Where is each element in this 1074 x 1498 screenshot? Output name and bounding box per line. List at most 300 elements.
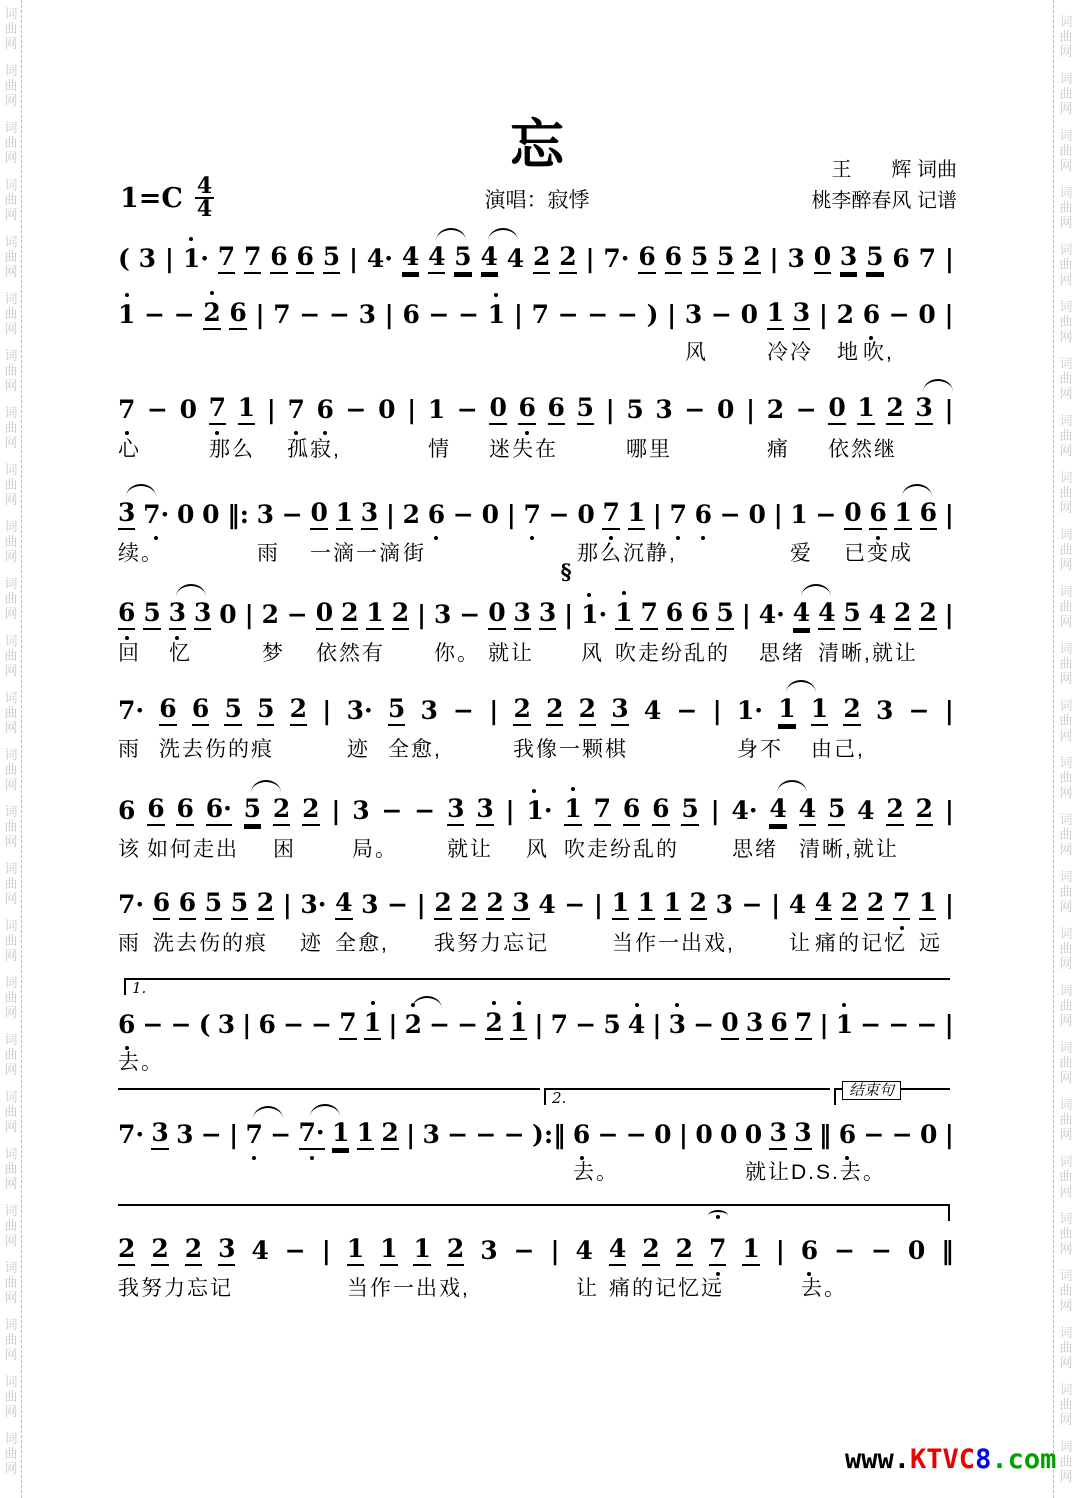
- lyric-segment: 清晰,就让: [799, 838, 899, 861]
- music-system-2: [0, 294, 1074, 364]
- note-token: 1: [836, 1010, 853, 1040]
- slur-arc: [786, 680, 816, 693]
- symbol-token: −: [513, 1236, 535, 1265]
- note-token: 3: [669, 1010, 686, 1040]
- lyric-segment: 哪里: [626, 438, 672, 461]
- barline: |: [944, 796, 954, 825]
- note-token: 3: [915, 393, 932, 425]
- note-token: 4: [868, 600, 887, 629]
- barline: |: [322, 696, 332, 725]
- watermark-text: 词 曲 网: [4, 120, 18, 165]
- note-token: 2: [485, 1008, 502, 1040]
- note-token: 6: [118, 796, 136, 825]
- note-token: 2: [642, 1234, 659, 1266]
- lyric-segment: 身不: [737, 738, 783, 761]
- lyric-segment: 痛的记忆远: [609, 1277, 724, 1300]
- footer-logo-segment: www.: [845, 1444, 911, 1475]
- note-token: 2: [559, 242, 576, 274]
- note-token: 0: [378, 395, 396, 424]
- slur-arc: [310, 1104, 340, 1117]
- note-token: 3: [361, 498, 378, 530]
- note-token: 1: [767, 298, 784, 330]
- segno-icon: §: [560, 559, 572, 584]
- lyric-segment: 迷失在: [489, 438, 558, 461]
- note-token: 5: [143, 598, 160, 630]
- note-token: 7·: [143, 500, 169, 530]
- lyric-segment: 就让: [488, 642, 534, 665]
- footer-logo-segment: .com: [991, 1444, 1057, 1475]
- barline: |: [229, 1120, 239, 1149]
- watermark-text: 词 曲 网: [4, 348, 18, 393]
- symbol-token: −: [575, 1010, 597, 1039]
- lyric-segment: 吹走纷乱的: [615, 642, 730, 665]
- note-token: 3: [512, 888, 529, 920]
- note-token: 1: [778, 694, 795, 726]
- lyric-segment: 梦: [262, 642, 285, 665]
- symbol-token: −: [891, 1120, 913, 1149]
- lyric-segment: 吹,: [863, 341, 894, 364]
- note-token: 6: [695, 500, 712, 530]
- watermark-text: 词 曲 网: [4, 918, 18, 963]
- note-token: 4: [799, 794, 816, 826]
- notation-row: [118, 884, 954, 920]
- note-token: 5: [224, 694, 241, 726]
- note-token: 2: [447, 1234, 464, 1266]
- volta-bracket: [124, 978, 950, 995]
- symbol-token: −: [270, 1120, 292, 1149]
- octave-dot-below: [701, 536, 705, 540]
- lyric-segment: 你。: [434, 642, 480, 665]
- note-token: 0: [577, 500, 595, 529]
- note-token: 3: [358, 300, 376, 329]
- symbol-token: ): [646, 300, 659, 329]
- note-token: 1: [628, 498, 645, 530]
- note-token: 2: [392, 598, 409, 630]
- symbol-token: −: [170, 1010, 192, 1039]
- lyric-segment: 我努力忘记: [118, 1277, 233, 1300]
- symbol-token: −: [200, 1120, 222, 1149]
- note-token: 6: [623, 794, 640, 826]
- lyric-segment: 该: [118, 838, 141, 861]
- volta-label: 1.: [132, 979, 147, 997]
- note-token: 0: [695, 1120, 713, 1149]
- note-token: 2: [381, 1118, 398, 1150]
- lyric-segment: 冷冷: [767, 341, 813, 364]
- note-token: 1: [564, 794, 581, 826]
- symbol-token: −: [345, 395, 367, 424]
- note-token: 4·: [366, 244, 393, 273]
- barline: |: [944, 696, 954, 725]
- notation-row: [118, 494, 954, 530]
- lyric-segment: 忆: [169, 642, 192, 665]
- note-token: 2: [151, 1234, 168, 1266]
- volta-label: 2.: [552, 1089, 567, 1107]
- note-token: 4·: [758, 600, 785, 629]
- symbol-token: −: [625, 1120, 647, 1149]
- volta-bracket: [834, 1081, 950, 1105]
- symbol-token: −: [741, 890, 763, 919]
- slur-arc: [488, 228, 518, 241]
- slur-arc: [923, 379, 953, 392]
- note-token: 3: [875, 696, 894, 725]
- watermark-text: 词 曲 网: [1059, 641, 1073, 686]
- note-token: 0: [721, 1008, 738, 1040]
- notation-row: [118, 559, 954, 630]
- lyric-segment: 局。: [352, 838, 398, 861]
- lyric-segment: 回: [118, 642, 141, 665]
- symbol-token: −: [834, 1236, 856, 1265]
- lyric-segment: 爱: [790, 542, 813, 565]
- lyric-segment: 就让D.S.去。: [745, 1161, 886, 1184]
- symbol-token: −: [283, 1010, 305, 1039]
- lyric-segment: 让: [789, 932, 812, 955]
- note-token: 5: [454, 242, 471, 274]
- barline: |: [416, 890, 426, 919]
- barline: |: [348, 244, 359, 273]
- watermark-text: 词 曲 网: [1059, 926, 1073, 971]
- note-token: 6: [179, 888, 196, 920]
- note-token: 6: [920, 498, 937, 530]
- note-token: 3: [655, 395, 673, 424]
- symbol-token: −: [456, 395, 478, 424]
- symbol-token: −: [597, 1120, 619, 1149]
- lyric-segment: 那么沉静,: [577, 542, 677, 565]
- symbol-token: −: [564, 890, 586, 919]
- note-token: 2: [533, 242, 550, 274]
- barline: |: [593, 890, 604, 919]
- note-token: 0: [814, 242, 831, 274]
- lyric-segment: 我努力忘记: [434, 932, 549, 955]
- note-token: 3: [715, 890, 734, 919]
- note-token: 7: [339, 1008, 356, 1040]
- note-token: 1: [427, 395, 446, 424]
- note-token: 4: [428, 242, 445, 274]
- watermark-text: 词 曲 网: [1059, 1439, 1073, 1484]
- lyric-segment: 情: [428, 438, 451, 461]
- note-token: 3: [840, 242, 857, 274]
- note-token: 3: [514, 598, 531, 630]
- watermark-text: 词 曲 网: [4, 1203, 18, 1248]
- note-token: 3: [217, 1010, 236, 1039]
- watermark-text: 词 曲 网: [4, 405, 18, 450]
- watermark-text: 词 曲 网: [1059, 1211, 1073, 1256]
- lyric-segment: 风: [581, 642, 604, 665]
- notation-row: [118, 238, 954, 274]
- lyric-segment: 当作一出戏,: [347, 1277, 470, 1300]
- note-token: 1: [894, 498, 911, 530]
- barline: |: [506, 500, 516, 529]
- note-token: 6: [402, 300, 420, 329]
- note-token: 6: [153, 888, 170, 920]
- note-token: 7: [287, 395, 304, 425]
- note-token: 1·: [736, 696, 763, 725]
- octave-dot-below: [434, 536, 438, 540]
- octave-dot-above: [371, 1001, 375, 1005]
- note-token: 0: [716, 395, 735, 424]
- watermark-text: 词 曲 网: [4, 1431, 18, 1476]
- note-token: 4: [815, 888, 832, 920]
- symbol-token: −: [676, 696, 698, 725]
- watermark-text: 词 曲 网: [4, 1317, 18, 1362]
- barline: |: [775, 1236, 785, 1265]
- note-token: 0: [828, 393, 845, 425]
- barline: |: [244, 600, 254, 629]
- barline: |: [242, 1010, 252, 1039]
- note-token: 4: [818, 598, 835, 630]
- note-token: 3: [793, 298, 810, 330]
- note-token: 5: [323, 242, 340, 274]
- note-token: 7·: [118, 1120, 145, 1149]
- octave-dot-below: [530, 536, 534, 540]
- note-token: 6: [801, 1236, 818, 1266]
- note-token: 2: [290, 694, 307, 726]
- watermark-text: 词 曲 网: [4, 291, 18, 336]
- note-token: 5: [603, 1010, 621, 1039]
- note-token: 5: [691, 242, 708, 274]
- symbol-token: −: [616, 300, 638, 329]
- note-token: 6: [869, 498, 886, 530]
- note-token: 0: [748, 500, 766, 529]
- watermark-text: 词 曲 网: [1059, 413, 1073, 458]
- lyric-segment: 痛: [767, 438, 790, 461]
- barline: |: [406, 1120, 416, 1149]
- watermark-text: 词 曲 网: [1059, 698, 1073, 743]
- lyric-segment: 迹: [347, 738, 370, 761]
- lyric-segment: 地: [837, 341, 860, 364]
- volta-bracket: [544, 1088, 830, 1105]
- note-token: 3: [539, 598, 556, 630]
- note-token: 0: [744, 1120, 763, 1149]
- octave-dot-above: [532, 789, 536, 793]
- octave-dot-above: [635, 1003, 639, 1007]
- symbol-token: −: [860, 1010, 882, 1039]
- note-token: 1: [664, 888, 681, 920]
- note-token: 3: [684, 300, 703, 329]
- symbol-token: −: [281, 500, 303, 529]
- note-token: 1: [488, 300, 505, 330]
- note-token: 2: [916, 794, 933, 826]
- note-token: 3: [422, 1120, 440, 1149]
- octave-dot-below: [310, 1156, 314, 1160]
- note-token: 7: [670, 500, 687, 530]
- note-token: 6: [691, 598, 708, 630]
- credits: [811, 155, 957, 217]
- note-token: 3: [361, 890, 379, 919]
- barline: |: [818, 300, 828, 329]
- note-token: 7·: [118, 890, 145, 919]
- barline: |: [741, 600, 751, 629]
- note-token: 4·: [731, 796, 758, 825]
- watermark-text: 词 曲 网: [4, 1032, 18, 1077]
- note-token: 2: [919, 598, 936, 630]
- note-token: 5: [257, 694, 274, 726]
- note-token: 6: [518, 393, 535, 425]
- note-token: 2: [841, 888, 858, 920]
- note-token: 3: [746, 1008, 763, 1040]
- barline: |: [417, 600, 427, 629]
- watermark-text: 词 曲 网: [4, 234, 18, 279]
- note-token: 2: [402, 500, 421, 529]
- note-token: 5: [244, 794, 261, 826]
- symbol-token: −: [557, 300, 579, 329]
- octave-dot-above: [492, 1001, 496, 1005]
- note-token: 4: [793, 598, 810, 630]
- credit-line-lyricist: 王 辉 词曲: [831, 159, 957, 181]
- footer-logo-segment: KTVC: [910, 1444, 976, 1475]
- symbol-token: (: [198, 1010, 211, 1039]
- performer-label: 演唱：寂悸: [484, 189, 590, 212]
- symbol-token: −: [458, 300, 480, 329]
- note-token: 0: [919, 1120, 938, 1149]
- note-token: 4: [251, 1236, 269, 1265]
- slur-arc: [777, 780, 807, 793]
- lyric-segment: 雨: [257, 542, 280, 565]
- note-token: 1·: [526, 796, 552, 826]
- note-token: 3: [151, 1118, 168, 1150]
- symbol-token: −: [888, 300, 910, 329]
- note-token: 1: [638, 888, 655, 920]
- octave-dot-above: [494, 293, 498, 297]
- octave-dot-above: [189, 237, 193, 241]
- music-system-1: [0, 238, 1074, 274]
- lyric-segment: 我像一颗棋: [513, 738, 628, 761]
- symbol-token: −: [719, 500, 741, 529]
- note-token: 0: [219, 600, 237, 629]
- lyric-segment: 当作一出戏,: [612, 932, 735, 955]
- note-token: 7: [893, 888, 910, 920]
- watermark-text: 词 曲 网: [4, 633, 18, 678]
- note-token: 6: [316, 395, 333, 425]
- slur-arc: [801, 584, 831, 597]
- note-token: 6: [428, 500, 445, 530]
- lyric-segment: 痛的记忆: [815, 932, 907, 955]
- note-token: 3: [769, 1118, 786, 1150]
- lyric-segment: 依然继: [828, 438, 897, 461]
- note-token: 4: [609, 1234, 626, 1266]
- note-token: 1: [357, 1118, 374, 1150]
- note-token: 5: [577, 393, 594, 425]
- note-token: 7: [918, 244, 937, 273]
- watermark-text: 词 曲 网: [4, 1089, 18, 1134]
- note-token: 4: [538, 890, 556, 919]
- lyric-segment: 吹走纷乱的: [564, 838, 679, 861]
- barline: |: [712, 696, 722, 725]
- barline: |: [505, 796, 515, 825]
- barline: |: [944, 890, 954, 919]
- note-token: 6: [892, 244, 910, 273]
- watermark-text: 词 曲 网: [1059, 71, 1073, 116]
- watermark-text: 词 曲 网: [1059, 584, 1073, 629]
- barline: |: [605, 395, 615, 424]
- symbol-token: −: [457, 1010, 479, 1039]
- note-token: 4: [506, 244, 525, 273]
- symbol-token: −: [459, 600, 481, 629]
- note-token: 7: [218, 242, 235, 274]
- note-token: 1: [364, 1008, 381, 1040]
- symbol-token: −: [414, 796, 436, 825]
- lyric-segment: 思绪: [759, 642, 805, 665]
- barline: |: [771, 890, 781, 919]
- note-token: 5: [866, 242, 883, 274]
- barline: |: [321, 1236, 331, 1265]
- watermark-text: 词 曲 网: [4, 861, 18, 906]
- notation-row: [118, 690, 954, 726]
- note-token: 1: [413, 1234, 430, 1266]
- note-token: 1: [612, 888, 629, 920]
- note-token: 6: [229, 298, 246, 330]
- note-token: 7: [118, 395, 135, 425]
- right-dashed-border: [1053, 0, 1054, 1498]
- music-system-6: [0, 690, 1074, 761]
- note-token: 7: [602, 498, 619, 530]
- note-token: 2: [743, 242, 760, 274]
- barline: |: [944, 600, 954, 629]
- watermark-text: 词 曲 网: [1059, 869, 1073, 914]
- note-token: 3: [138, 244, 157, 273]
- symbol-token: −: [871, 1236, 892, 1265]
- notation-row: [118, 790, 954, 826]
- octave-dot-above: [517, 1001, 521, 1005]
- symbol-token: −: [428, 300, 450, 329]
- lyric-segment: 风: [685, 341, 708, 364]
- watermark-text: 词 曲 网: [1059, 1154, 1073, 1199]
- note-token: 2: [766, 395, 785, 424]
- lyric-segment: 如何走出: [147, 838, 239, 861]
- note-token: 7: [594, 794, 611, 826]
- note-token: 6: [638, 242, 655, 274]
- symbol-token: −: [710, 300, 732, 329]
- note-token: 1: [332, 1118, 349, 1150]
- symbol-token: −: [381, 796, 403, 825]
- watermark-text: 词 曲 网: [4, 462, 18, 507]
- note-token: 6: [652, 794, 669, 826]
- note-token: 6: [147, 794, 164, 826]
- note-token: 3: [794, 1118, 811, 1150]
- watermark-text: 词 曲 网: [4, 804, 18, 849]
- note-token: 2: [843, 694, 860, 726]
- lyric-segment: 迹: [300, 932, 323, 955]
- barline: |: [652, 500, 662, 529]
- note-token: 6: [118, 598, 135, 630]
- symbol-token: −: [548, 500, 570, 529]
- note-token: 4: [481, 242, 498, 274]
- note-token: 2: [579, 694, 596, 726]
- symbol-token: −: [447, 1120, 469, 1149]
- slur-arc: [412, 996, 442, 1009]
- note-token: 2: [513, 694, 530, 726]
- octave-dot-above: [842, 1003, 846, 1007]
- watermark-text: 词 曲 网: [1059, 812, 1073, 857]
- octave-dot-above: [587, 593, 591, 597]
- note-token: 3: [476, 794, 493, 826]
- lyric-segment: 洗去伤的痕: [153, 932, 268, 955]
- lyric-segment: 让: [576, 1277, 599, 1300]
- notation-row: [118, 1004, 954, 1040]
- note-token: 6: [573, 1120, 590, 1150]
- symbol-token: −: [908, 696, 930, 725]
- left-dashed-border: [21, 0, 22, 1498]
- note-token: 0: [176, 500, 195, 529]
- note-token: 7: [524, 500, 541, 530]
- note-token: 1: [510, 1008, 527, 1040]
- lyric-segment: 去。: [801, 1277, 847, 1300]
- barline: |: [944, 395, 954, 424]
- symbol-token: −: [815, 500, 837, 529]
- octave-dot-above: [622, 591, 626, 595]
- note-token: 1: [742, 1234, 759, 1266]
- note-token: 6: [270, 242, 287, 274]
- barline: |: [678, 1120, 688, 1149]
